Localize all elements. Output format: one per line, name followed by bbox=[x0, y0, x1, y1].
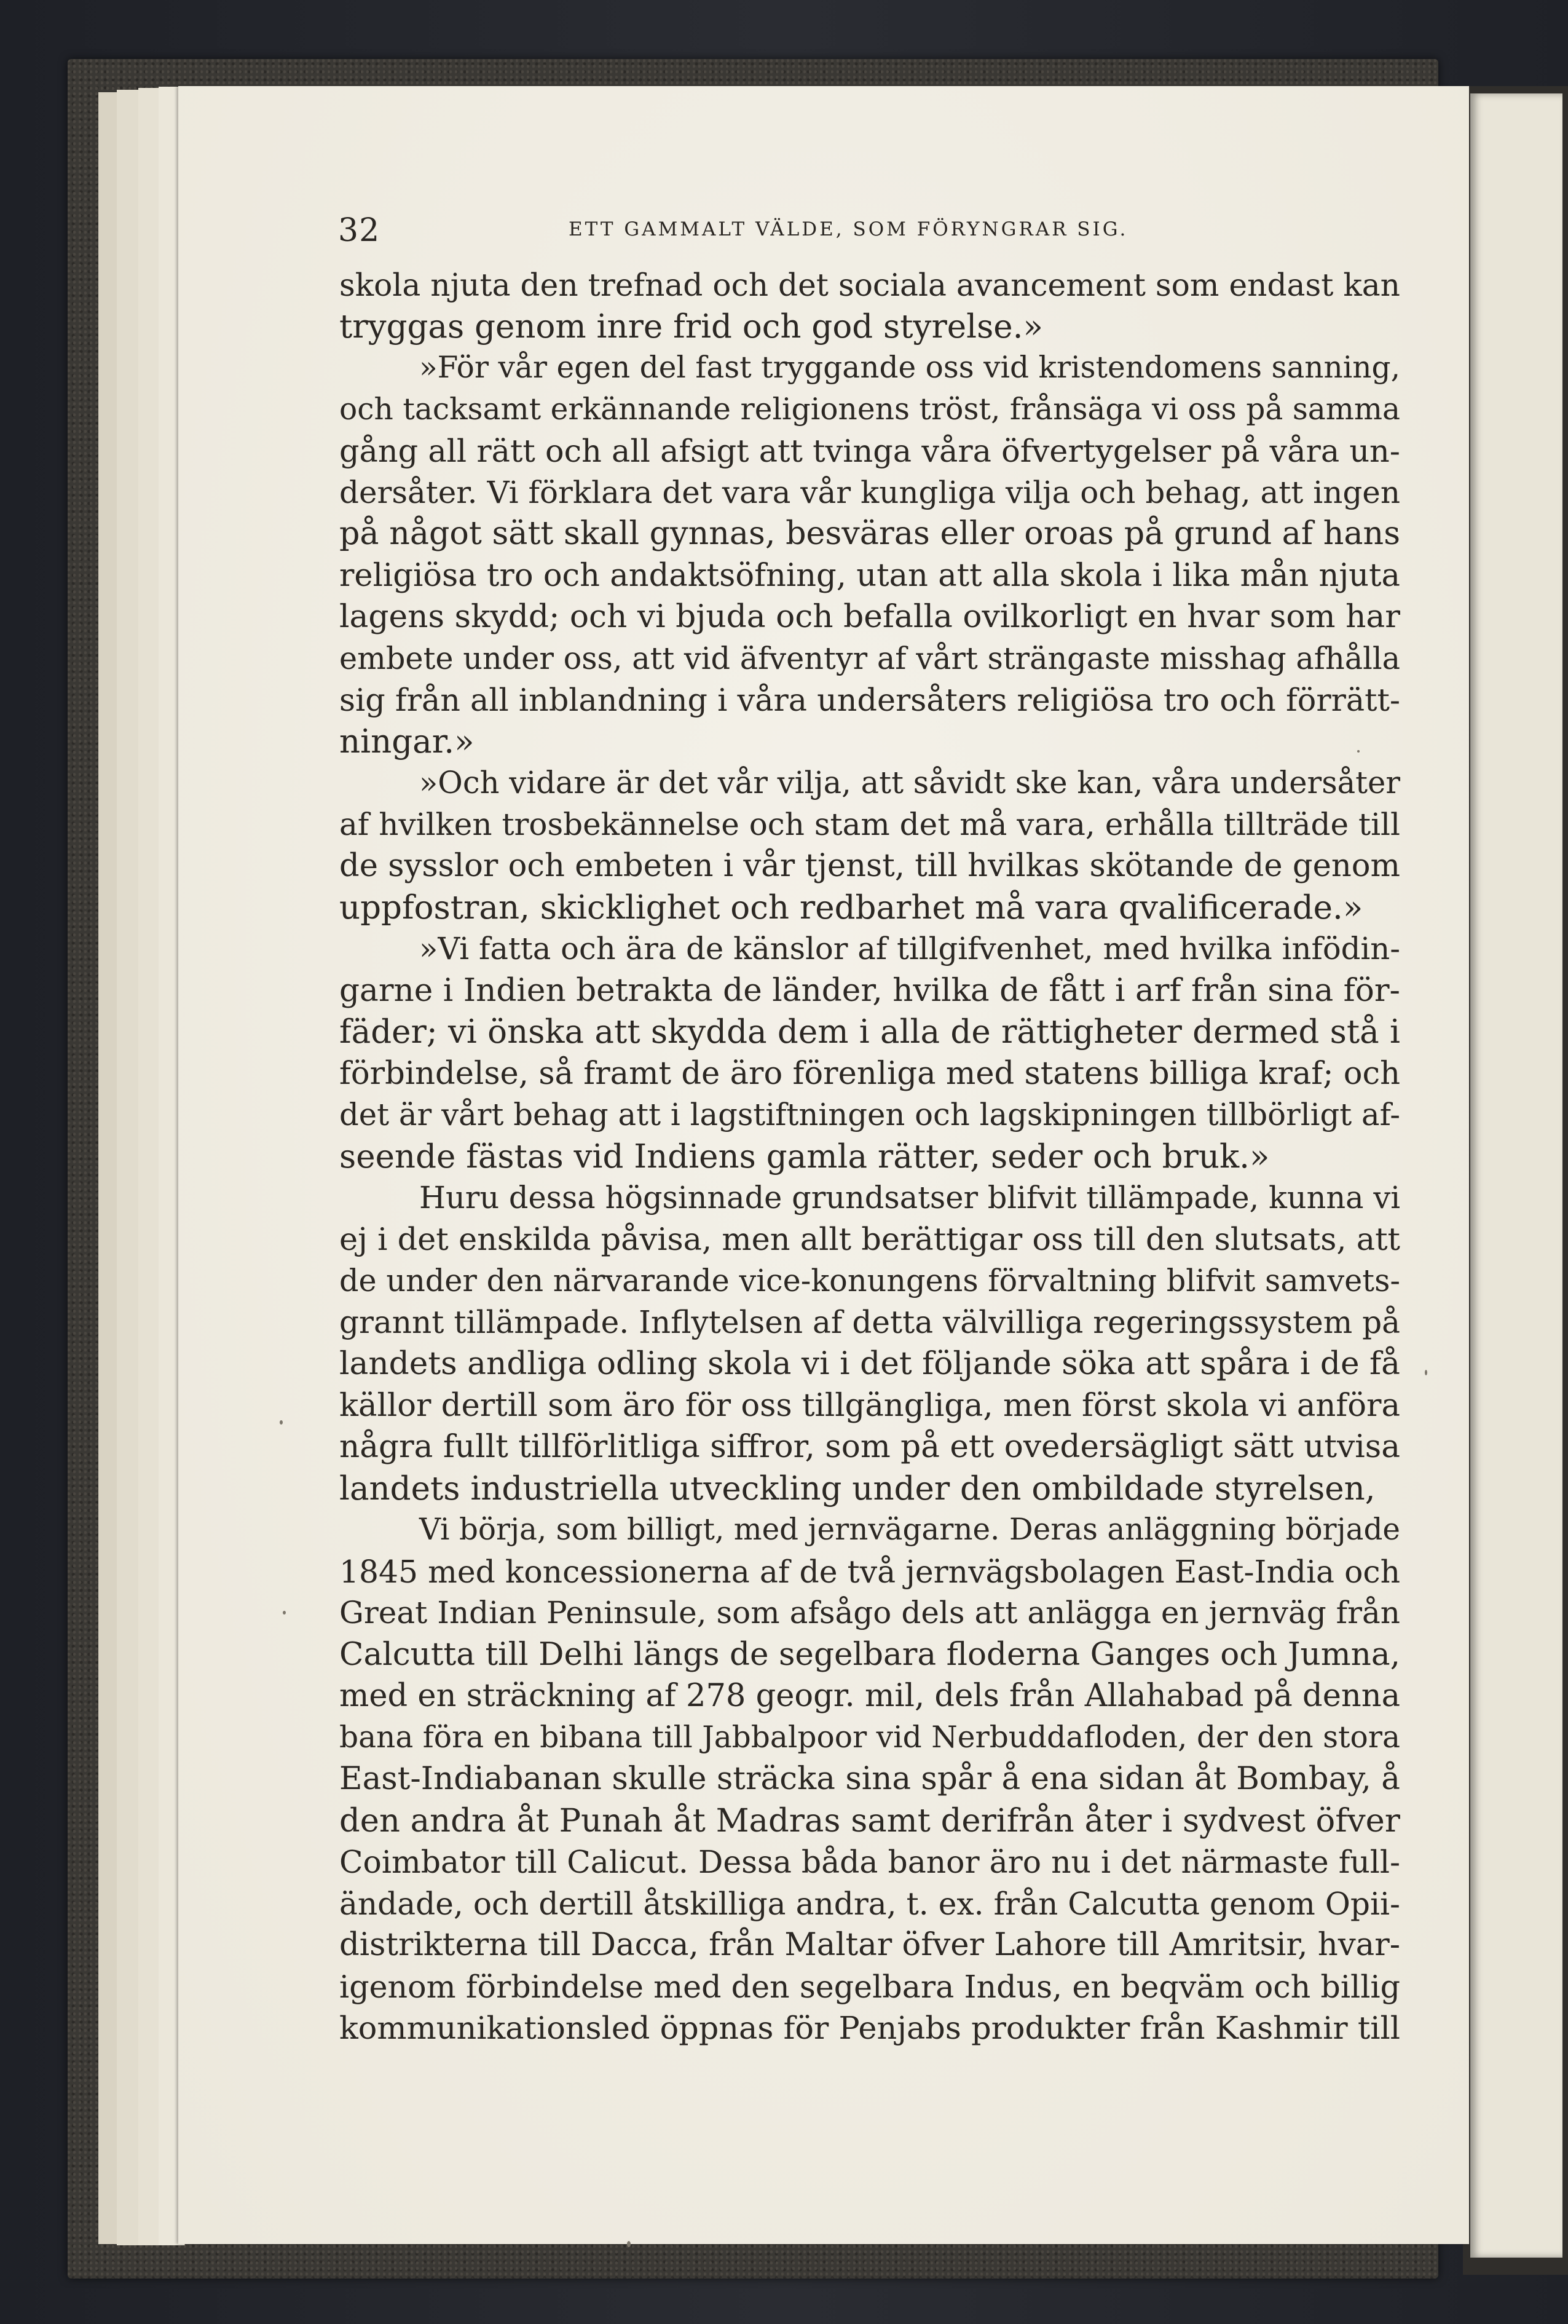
text-line: Great Indian Peninsule, som afsågo dels att anlägga en jernväg från bbox=[339, 1595, 1400, 1630]
text-line: embete under oss, att vid äfventyr af vårt strängaste misshag afhålla bbox=[339, 640, 1400, 676]
text-line: Vi börja, som billigt, med jernvägarne. Deras anläggning började bbox=[419, 1512, 1400, 1547]
facing-page-edge bbox=[1470, 93, 1562, 2258]
text-line: fäder; vi önska att skydda dem i alla de rättigheter dermed stå i bbox=[339, 1013, 1400, 1051]
text-line: och tacksamt erkännande religionens tröst, frånsäga vi oss på samma bbox=[339, 392, 1400, 427]
paper-speck bbox=[627, 2241, 631, 2247]
text-line: de under den närvarande vice-konungens förvaltning blifvit samvets- bbox=[339, 1263, 1400, 1298]
text-line: tryggas genom inre frid och god styrelse.» bbox=[339, 307, 1043, 346]
text-line: seende fästas vid Indiens gamla rätter, seder och bruk.» bbox=[339, 1137, 1270, 1176]
running-head-title: ETT GAMMALT VÄLDE, SOM FÖRYNGRAR SIG. bbox=[569, 218, 1129, 240]
paper-speck bbox=[280, 1420, 283, 1425]
text-line: »För vår egen del fast tryggande oss vid kristendomens sanning, bbox=[419, 350, 1400, 385]
page-number: 32 bbox=[338, 212, 380, 249]
running-head bbox=[338, 212, 1432, 249]
body-text bbox=[339, 264, 1400, 2049]
text-line: landets andliga odling skola vi i det följande söka att spåra i de få bbox=[339, 1345, 1400, 1382]
text-line: skola njuta den trefnad och det sociala avancement som endast kan bbox=[339, 267, 1400, 303]
text-line: några fullt tillförlitliga siffror, som på ett ovedersägligt sätt utvisa bbox=[339, 1428, 1400, 1465]
text-line: religiösa tro och andaktsöfning, utan att alla skola i lika mån njuta bbox=[339, 557, 1400, 594]
paper-speck bbox=[283, 1611, 286, 1615]
text-line: bana föra en bibana till Jabbalpoor vid Nerbuddafloden, der den stora bbox=[339, 1720, 1400, 1755]
text-line: källor dertill som äro för oss tillgängliga, men först skola vi anföra bbox=[339, 1387, 1400, 1424]
text-line: Huru dessa högsinnade grundsatser blifvit tillämpade, kunna vi bbox=[419, 1180, 1400, 1215]
text-line: igenom förbindelse med den segelbara Indus, en beqväm och billig bbox=[339, 1968, 1400, 2005]
paper-speck bbox=[1425, 1370, 1427, 1375]
text-line: dersåter. Vi förklara det vara vår kungliga vilja och behag, att ingen bbox=[339, 474, 1400, 510]
text-line: på något sätt skall gynnas, besväras eller oroas på grund af hans bbox=[339, 515, 1400, 552]
text-line: kommunikationsled öppnas för Penjabs produkter från Kashmir till bbox=[339, 2010, 1400, 2046]
text-line: grannt tillämpade. Inflytelsen af detta välvilliga regeringssystem på bbox=[339, 1304, 1400, 1340]
text-line: de sysslor och embeten i vår tjenst, till hvilkas skötande de genom bbox=[339, 848, 1400, 884]
text-line: lagens skydd; och vi bjuda och befalla ovilkorligt en hvar som har bbox=[339, 598, 1400, 635]
text-line: landets industriella utveckling under den ombildade styrelsen, bbox=[339, 1469, 1376, 1508]
text-line: den andra åt Punah åt Madras samt derifrån åter i sydvest öfver bbox=[339, 1801, 1400, 1840]
text-line: uppfostran, skicklighet och redbarhet må vara qvalificerade.» bbox=[339, 888, 1363, 927]
text-line: 1845 med koncessionerna af de två jernvägsbolagen East-India och bbox=[339, 1553, 1400, 1590]
text-line: »Och vidare är det vår vilja, att såvidt ske kan, våra undersåter bbox=[419, 765, 1400, 800]
paper-speck bbox=[1357, 750, 1360, 753]
text-line: ningar.» bbox=[339, 722, 475, 761]
text-line: garne i Indien betrakta de länder, hvilka de fått i arf från sina för- bbox=[339, 971, 1400, 1009]
text-line: gång all rätt och all afsigt att tvinga våra öfvertygelser på våra un- bbox=[339, 433, 1400, 469]
text-line: det är vårt behag att i lagstiftningen och lagskipningen tillbörligt af- bbox=[339, 1097, 1400, 1132]
text-line: med en sträckning af 278 geogr. mil, dels från Allahabad på denna bbox=[339, 1678, 1400, 1714]
text-line: af hvilken trosbekännelse och stam det må vara, erhålla tillträde till bbox=[339, 806, 1400, 842]
text-line: ej i det enskilda påvisa, men allt berättigar oss till den slutsats, att bbox=[339, 1221, 1400, 1258]
text-line: East-Indiabanan skulle sträcka sina spår å ena sidan åt Bombay, å bbox=[339, 1760, 1400, 1797]
text-line: sig från all inblandning i våra undersåters religiösa tro och förrätt- bbox=[339, 682, 1400, 718]
text-line: Coimbator till Calicut. Dessa båda banor äro nu i det närmaste full- bbox=[339, 1844, 1400, 1880]
text-line: distrikterna till Dacca, från Maltar öfver Lahore till Amritsir, hvar- bbox=[339, 1926, 1400, 1963]
text-line: förbindelse, så framt de äro förenliga med statens billiga kraf; och bbox=[339, 1055, 1400, 1092]
text-line: Calcutta till Delhi längs de segelbara floderna Ganges och Jumna, bbox=[339, 1635, 1400, 1673]
text-line: »Vi fatta och ära de känslor af tillgifvenhet, med hvilka infödin- bbox=[419, 931, 1400, 966]
text-line: ändade, och dertill åtskilliga andra, t. ex. från Calcutta genom Opii- bbox=[339, 1885, 1400, 1922]
